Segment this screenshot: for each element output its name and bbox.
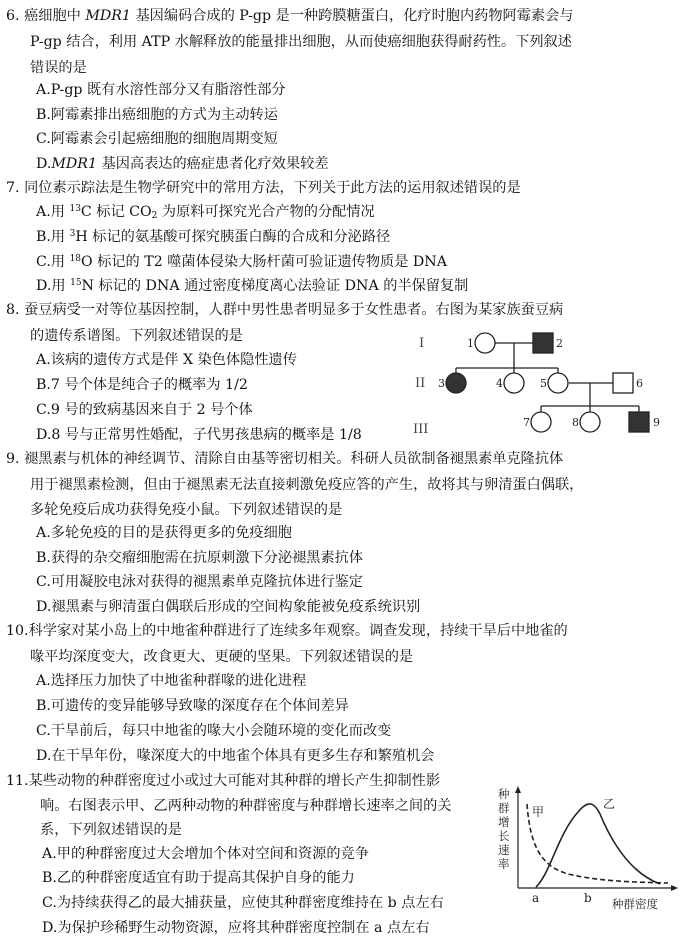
pedigree-chart xyxy=(405,326,680,444)
q8-option-d: D.8 号与正常男性婚配，子代男孩患病的概率是 1/8 xyxy=(36,427,362,443)
q11-option-b: B.乙的种群密度适宜有助于提高其保护自身的能力 xyxy=(42,870,355,886)
q7-c-isotope-mass: 18 xyxy=(69,254,82,264)
q11-stem-line2: 响。右图表示甲、乙两种动物的种群密度与种群增长速率之间的关 xyxy=(40,798,452,814)
curve-yi xyxy=(536,804,660,887)
individual-number-3: 3 xyxy=(438,377,445,390)
q6-option-c: C.阿霉素会引起癌细胞的细胞周期变短 xyxy=(36,131,278,147)
q7-c-text: O 标记的 T2 噬菌体侵染大肠杆菌可验证遗传物质是 DNA xyxy=(81,254,447,270)
q9-stem-text: 褪黑素与机体的神经调节、清除自由基等密切相关。科研人员欲制备褪黑素单克隆抗体 xyxy=(24,451,564,467)
q7-a-subscript: 2 xyxy=(151,211,158,221)
q10-stem-text: 科学家对某小岛上的中地雀种群进行了连续多年观察。调查发现，持续干旱后中地雀的 xyxy=(28,623,568,639)
q11-stem-line3: 系，下列叙述错误的是 xyxy=(40,822,182,838)
q6-stem-part1: 癌细胞中 xyxy=(24,8,81,24)
q8-option-b: B.7 号个体是纯合子的概率为 1/2 xyxy=(36,377,248,393)
q10-option-a: A.选择压力加快了中地雀种群喙的进化进程 xyxy=(36,673,307,689)
q7-option-c xyxy=(36,252,447,272)
pedigree-individual-7 xyxy=(531,412,551,432)
x-axis-arrow xyxy=(671,885,678,891)
q8-option-a: A.该病的遗传方式是伴 X 染色体隐性遗传 xyxy=(36,352,297,368)
y-axis-label-char: 速 xyxy=(498,843,510,857)
generation-label-1: I xyxy=(419,336,425,351)
q6-stem-line3: 错误的是 xyxy=(30,60,87,76)
pedigree-individual-3 xyxy=(446,373,466,393)
q11-option-c: C.为持续获得乙的最大捕获量，应使其种群密度维持在 b 点左右 xyxy=(42,895,444,911)
q7-a-prefix: A.用 xyxy=(36,204,65,220)
q7-option-b xyxy=(36,227,390,247)
q7-b-prefix: B.用 xyxy=(36,229,66,245)
individual-number-9: 9 xyxy=(653,416,660,429)
q7-option-d xyxy=(36,276,468,296)
q7-b-text: H 标记的氨基酸可探究胰蛋白酶的合成和分泌路径 xyxy=(75,229,391,245)
pedigree-individual-4 xyxy=(504,373,524,393)
q10-option-d: D.在干旱年份，喙深度大的中地雀个体具有更多生存和繁殖机会 xyxy=(36,748,435,764)
q9-option-b: B.获得的杂交瘤细胞需在抗原刺激下分泌褪黑素抗体 xyxy=(36,550,364,566)
pedigree-individual-9 xyxy=(629,412,649,432)
q6-option-d xyxy=(36,154,329,174)
q8-stem-line1 xyxy=(6,300,563,320)
x-tick-a: a xyxy=(532,891,540,905)
q7-b-isotope-mass: 3 xyxy=(69,229,76,239)
q6-option-b: B.阿霉素排出癌细胞的方式为主动转运 xyxy=(36,107,278,123)
y-axis-label-char: 长 xyxy=(498,829,510,843)
q6-option-d-gene: MDR1 xyxy=(51,156,98,172)
q6-stem-part2: 基因编码合成的 P-gp 是一种跨膜糖蛋白，化疗时胞内药物阿霉素会与 xyxy=(135,8,574,24)
q9-option-a: A.多轮免疫的目的是获得更多的免疫细胞 xyxy=(36,525,292,541)
y-axis-arrow xyxy=(515,786,521,793)
q6-option-a: A.P-gp 既有水溶性部分又有脂溶性部分 xyxy=(36,82,286,98)
q7-d-text: N 标记的 DNA 通过密度梯度离心法验证 DNA 的半保留复制 xyxy=(81,278,469,294)
y-axis-label-char: 群 xyxy=(498,801,510,815)
pedigree-individual-2 xyxy=(533,333,553,353)
x-tick-b: b xyxy=(584,891,592,905)
individual-number-1: 1 xyxy=(467,337,474,350)
curve-yi-label: 乙 xyxy=(603,797,616,811)
generation-label-3: III xyxy=(413,422,429,437)
q8-stem-text: 蚕豆病受一对等位基因控制，人群中男性患者明显多于女性患者。右图为某家族蚕豆病 xyxy=(24,302,564,318)
individual-number-6: 6 xyxy=(636,377,643,390)
q9-stem-line2: 用于褪黑素检测，但由于褪黑素无法直接刺激免疫应答的产生，故将其与卵清蛋白偶联， xyxy=(30,477,584,493)
curve-jia xyxy=(527,804,668,883)
q7-number: 7. xyxy=(6,180,20,196)
q11-number: 11. xyxy=(6,773,29,789)
pedigree-individual-8 xyxy=(580,412,600,432)
curve-jia-label: 甲 xyxy=(532,805,545,819)
individual-number-8: 8 xyxy=(572,416,579,429)
individual-number-5: 5 xyxy=(540,377,547,390)
q10-option-b: B.可遗传的变异能够导致喙的深度存在个体间差异 xyxy=(36,698,349,714)
q7-stem-text: 同位素示踪法是生物学研究中的常用方法，下列关于此方法的运用叙述错误的是 xyxy=(24,180,521,196)
q7-a-mid: C 标记 CO xyxy=(80,204,152,220)
q11-stem-line1 xyxy=(6,771,440,791)
pedigree-individual-5 xyxy=(548,373,568,393)
growth-rate-graph xyxy=(488,784,688,912)
q7-d-prefix: D.用 xyxy=(36,278,66,294)
q7-d-isotope-mass: 15 xyxy=(70,278,82,288)
q6-option-d-prefix: D. xyxy=(36,156,52,172)
q6-stem-line2: P-gp 结合，利用 ATP 水解释放的能量排出细胞，从而使癌细胞获得耐药性。下列叙述 xyxy=(30,34,572,50)
y-axis-label xyxy=(498,787,510,871)
x-axis-label: 种群密度 xyxy=(612,897,658,911)
q11-stem-text: 某些动物的种群密度过小或过大可能对其种群的增长产生抑制性影 xyxy=(28,773,441,789)
individual-number-2: 2 xyxy=(556,337,563,350)
q11-option-a: A.甲的种群密度过大会增加个体对空间和资源的竞争 xyxy=(42,846,369,862)
q9-stem-line1 xyxy=(6,449,563,469)
individual-number-4: 4 xyxy=(496,377,503,390)
y-axis-label-char: 增 xyxy=(498,815,510,829)
q7-c-prefix: C.用 xyxy=(36,254,66,270)
generation-label-2: II xyxy=(415,376,426,391)
q9-stem-line3: 多轮免疫后成功获得免疫小鼠。下列叙述错误的是 xyxy=(30,502,343,518)
q7-a-isotope-mass: 13 xyxy=(69,204,81,214)
q6-gene-name: MDR1 xyxy=(85,8,131,24)
q6-option-d-text: 基因高表达的癌症患者化疗效果较差 xyxy=(101,156,329,172)
q6-number: 6. xyxy=(6,8,20,24)
q10-stem-line2: 喙平均深度变大，改食更大、更硬的坚果。下列叙述错误的是 xyxy=(30,649,414,665)
y-axis-label-char: 种 xyxy=(498,787,510,801)
q8-stem-line2: 的遗传系谱图。下列叙述错误的是 xyxy=(30,328,243,344)
q7-option-a xyxy=(36,202,375,222)
q9-option-d: D.褪黑素与卵清蛋白偶联后形成的空间构象能被免疫系统识别 xyxy=(36,599,421,615)
q9-number: 9. xyxy=(6,451,20,467)
q9-option-c: C.可用凝胶电泳对获得的褪黑素单克隆抗体进行鉴定 xyxy=(36,574,363,590)
q10-number: 10. xyxy=(6,623,29,639)
q6-stem-line1 xyxy=(6,6,573,26)
q7-stem xyxy=(6,178,521,198)
q7-a-text: 为原料可探究光合产物的分配情况 xyxy=(161,204,375,220)
q11-option-d: D.为保护珍稀野生动物资源，应将其种群密度控制在 a 点左右 xyxy=(42,920,430,936)
q10-stem-line1 xyxy=(6,621,568,641)
q10-option-c: C.干旱前后，每只中地雀的喙大小会随环境的变化而改变 xyxy=(36,723,392,739)
y-axis-label-char: 率 xyxy=(498,857,510,871)
q8-option-c: C.9 号的致病基因来自于 2 号个体 xyxy=(36,402,253,418)
q8-number: 8. xyxy=(6,302,20,318)
pedigree-individual-6 xyxy=(613,373,633,393)
pedigree-individual-1 xyxy=(475,333,495,353)
individual-number-7: 7 xyxy=(523,416,530,429)
